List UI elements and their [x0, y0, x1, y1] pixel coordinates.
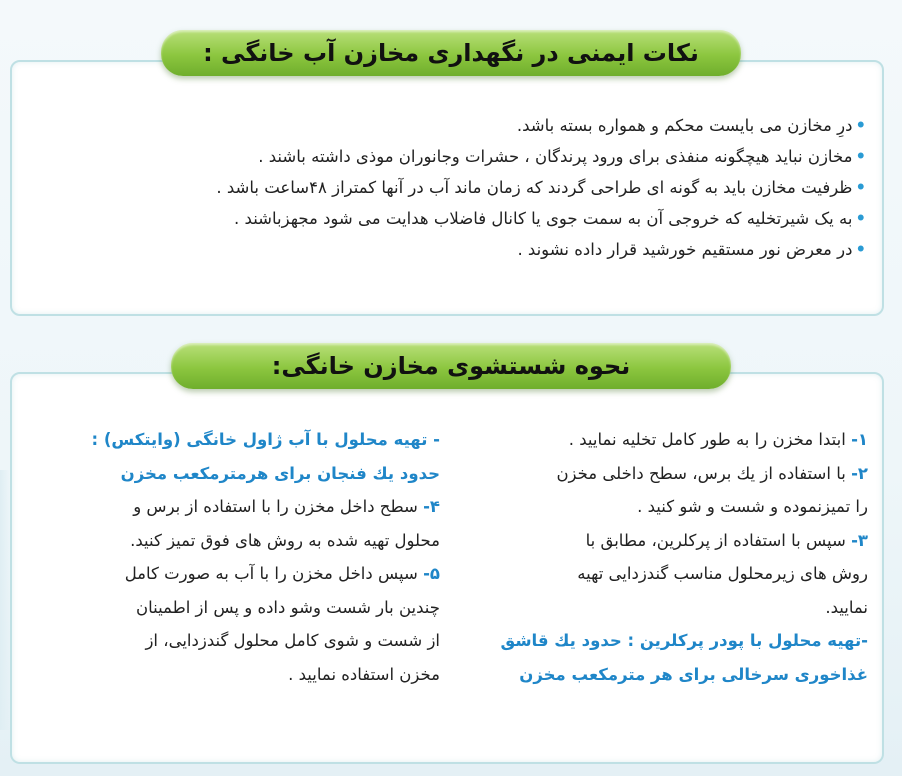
step-3: ۳- سپس با استفاده از پرکلرین، مطابق با: [585, 530, 868, 550]
step-3-end: نمایید.: [825, 597, 868, 617]
list-item: •به یک شیرتخلیه که خروجی آن به سمت جوی یا کانال فاضلاب هدایت می شود مجهزباشند .: [234, 209, 866, 228]
list-item: •در معرض نور مستقیم خورشید قرار داده نشوند .: [517, 240, 866, 259]
steps-left-column: [22, 423, 440, 691]
step-5-end: مخزن استفاده نمایید .: [288, 664, 440, 684]
step-4: ۴- سطح داخل مخزن را با استفاده از برس و: [133, 497, 440, 516]
step-2: ۲- با استفاده از یك برس، سطح داخلی مخزن: [556, 463, 868, 483]
safety-tips-list: [26, 110, 866, 265]
list-item: •مخازن نباید هیچگونه منفذی برای ورود پرندگان ، حشرات وجانوران موذی داشته باشند .: [258, 147, 866, 166]
bullet-icon: •: [855, 240, 866, 259]
perchlorine-note: -تهیه محلول با پودر پرکلرین : حدود یك قاشق: [500, 631, 868, 650]
step-4-cont: محلول تهیه شده به روش های فوق تمیز کنید.: [130, 530, 440, 550]
bullet-icon: •: [855, 178, 866, 197]
bullet-icon: •: [855, 209, 866, 228]
step-5: ۵- سپس داخل مخزن را با آب به صورت کامل: [124, 564, 440, 583]
step-3-cont: روش های زیرمحلول مناسب گندزدایی تهیه: [577, 564, 868, 583]
list-item: •ظرفیت مخازن باید به گونه ای طراحی گردند که زمان ماند آب در آنها کمتراز ۴۸ساعت باشد .: [216, 178, 866, 197]
step-5-cont: چندین بار شست وشو داده و پس از اطمینان: [135, 597, 440, 617]
step-2-cont: را تمیزنموده و شست و شو کنید .: [637, 497, 868, 516]
bleach-note-cont: حدود یك فنجان برای هرمترمکعب مخزن: [120, 463, 440, 483]
washing-steps-title: نحوه شستشوی مخازن خانگی:: [171, 343, 731, 389]
list-item: •درِ مخازن می بایست محکم و همواره بسته باشد.: [516, 116, 866, 135]
step-5-cont-2: از شست و شوی کامل محلول گندزدایی، از: [145, 631, 440, 650]
bullet-icon: •: [855, 116, 866, 135]
safety-tips-title: نکات ایمنی در نگهداری مخازن آب خانگی :: [161, 30, 741, 76]
steps-right-column: [448, 423, 868, 691]
left-edge-decoration: [0, 470, 10, 730]
bleach-note: - تهیه محلول با آب ژاول خانگی (وایتکس) :: [91, 430, 440, 449]
perchlorine-note-cont: غذاخوری سرخالی برای هر مترمکعب مخزن: [519, 664, 868, 684]
step-1: ۱- ابتدا مخزن را به طور کامل تخلیه نمایید .: [568, 430, 868, 449]
bullet-icon: •: [855, 147, 866, 166]
